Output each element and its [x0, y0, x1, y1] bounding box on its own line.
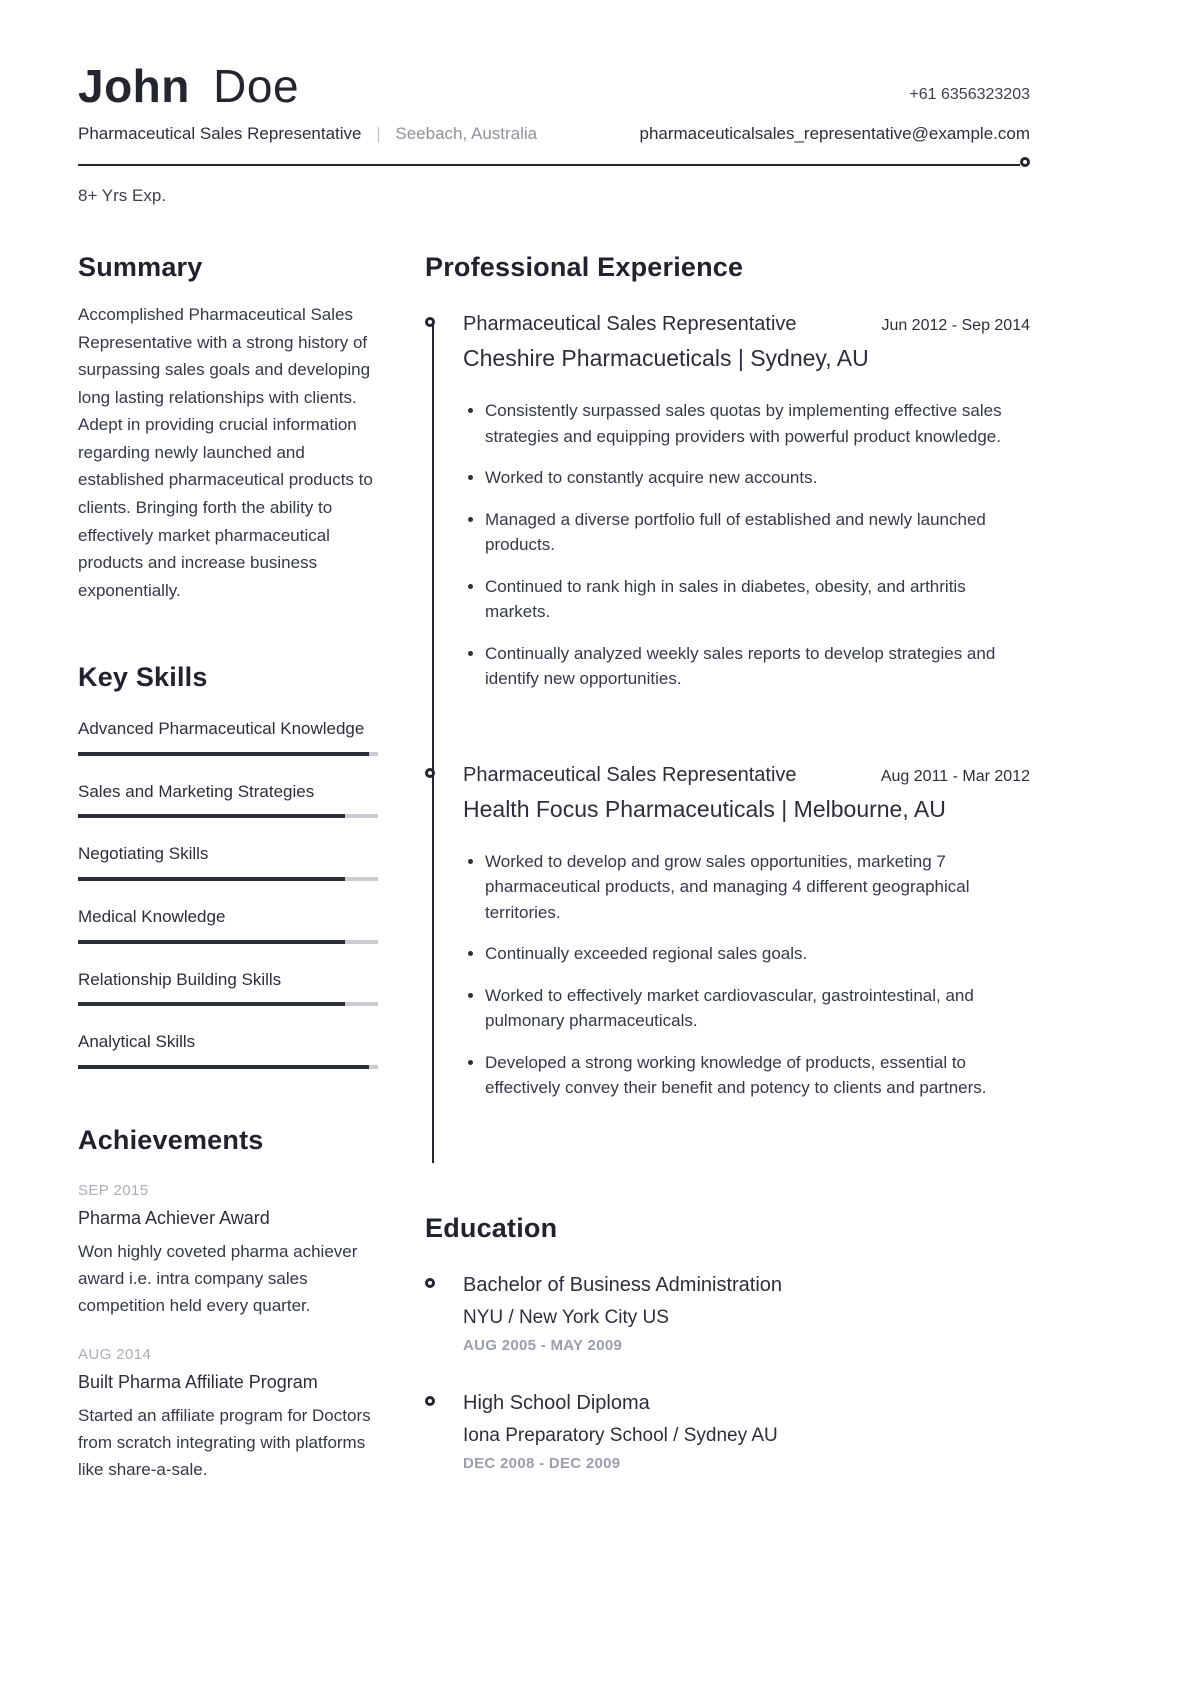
skill-level-fill	[78, 877, 345, 881]
job-bullet: • Continually exceeded regional sales goals.	[485, 941, 1030, 967]
education-dates: AUG 2005 - MAY 2009	[463, 1336, 623, 1354]
skill-level-bar	[78, 1065, 378, 1069]
job-bullet: • Continually analyzed weekly sales reports to develop strategies and identify new opportunities.	[485, 641, 1030, 692]
skill-label: Sales and Marketing Strategies	[78, 781, 315, 801]
timeline-marker-icon	[425, 768, 435, 778]
education-section	[425, 1213, 1030, 1472]
job-title: Pharmaceutical Sales Representative	[463, 763, 797, 786]
job-bullet: • Consistently surpassed sales quotas by implementing effective sales strategies and equipping providers with powerful product knowledge.	[485, 398, 1030, 449]
job-bullet: • Worked to develop and grow sales opportunities, marketing 7 pharmaceutical products, and managing 4 different geographical territories.	[485, 849, 1030, 926]
phone-number: +61 6356323203	[909, 86, 1030, 104]
experience-heading: Professional Experience	[425, 252, 744, 283]
job-dates: Jun 2012 - Sep 2014	[881, 317, 1030, 335]
skill-level-fill	[78, 814, 345, 818]
job-dates: Aug 2011 - Mar 2012	[880, 767, 1030, 785]
skill-level-bar	[78, 814, 378, 818]
experience-section	[425, 252, 1030, 1101]
education-dates: DEC 2008 - DEC 2009	[463, 1454, 621, 1472]
job-bullet-list	[463, 398, 1030, 692]
title-location-line	[78, 124, 537, 144]
job-entry	[425, 313, 1030, 692]
job-bullet: • Continued to rank high in sales in diabetes, obesity, and arthritis markets.	[485, 574, 1030, 625]
skill-level-bar	[78, 1002, 378, 1006]
achievement-description: Started an affiliate program for Doctors from scratch integrating with platforms like share-a-sale.	[78, 1405, 371, 1479]
achievement-item	[78, 1346, 378, 1484]
education-school: Iona Preparatory School / Sydney AU	[463, 1424, 778, 1446]
skill-label: Relationship Building Skills	[78, 969, 282, 989]
skill-level-bar	[78, 877, 378, 881]
header-sub-row	[78, 124, 1030, 144]
job-bullet-list	[463, 849, 1030, 1101]
skill-item	[78, 717, 378, 756]
achievement-title: Built Pharma Affiliate Program	[78, 1371, 318, 1392]
summary-heading: Summary	[78, 252, 203, 283]
header	[78, 62, 1030, 206]
header-divider	[78, 164, 1020, 166]
skill-level-fill	[78, 1065, 369, 1069]
achievement-description: Won highly coveted pharma achiever award i.e. intra company sales competition held every quarter.	[78, 1241, 358, 1316]
skill-label: Medical Knowledge	[78, 907, 226, 927]
summary-section	[78, 252, 378, 604]
education-heading: Education	[425, 1212, 558, 1243]
achievements-section	[78, 1125, 378, 1483]
skill-level-fill	[78, 940, 345, 944]
job-bullet: • Worked to constantly acquire new accounts.	[485, 465, 1030, 491]
skill-item	[78, 1030, 378, 1069]
education-school: NYU / New York City US	[463, 1306, 669, 1328]
job-title: Pharmaceutical Sales Representative	[463, 313, 797, 336]
skill-item	[78, 968, 378, 1007]
years-of-experience: 8+ Yrs Exp.	[78, 186, 167, 206]
achievement-date: SEP 2015	[78, 1181, 149, 1199]
achievements-heading: Achievements	[78, 1124, 264, 1155]
education-degree: High School Diploma	[463, 1391, 650, 1414]
achievement-date: AUG 2014	[78, 1345, 152, 1363]
timeline-marker-icon	[425, 1278, 435, 1288]
candidate-first-name: John	[78, 60, 190, 112]
email-address: pharmaceuticalsales_representative@example.com	[639, 124, 1030, 144]
job-company: Cheshire Pharmacueticals | Sydney, AU	[463, 345, 869, 372]
education-entry	[425, 1392, 1030, 1472]
skill-level-fill	[78, 752, 369, 756]
header-job-title: Pharmaceutical Sales Representative	[78, 124, 362, 144]
content-columns	[78, 252, 1030, 1483]
timeline-marker-icon	[425, 1396, 435, 1406]
education-list	[425, 1274, 1030, 1472]
experience-timeline	[425, 313, 1030, 1101]
job-header	[463, 764, 1030, 787]
job-bullet: • Developed a strong working knowledge of products, essential to effectively convey their benefit and potency to clients and partners.	[485, 1050, 1030, 1101]
candidate-name	[78, 62, 299, 110]
skill-item	[78, 842, 378, 881]
skill-level-bar	[78, 940, 378, 944]
timeline-marker-icon	[425, 317, 435, 327]
job-company: Health Focus Pharmaceuticals | Melbourne, AU	[463, 795, 946, 822]
achievement-title: Pharma Achiever Award	[78, 1207, 270, 1228]
skill-label: Analytical Skills	[78, 1032, 196, 1052]
skill-level-bar	[78, 752, 378, 756]
skill-label: Negotiating Skills	[78, 844, 209, 864]
right-column	[425, 252, 1030, 1483]
header-location: Seebach, Australia	[395, 124, 538, 144]
left-column	[78, 252, 378, 1483]
achievement-item	[78, 1182, 378, 1320]
education-entry	[425, 1274, 1030, 1354]
skill-level-fill	[78, 1002, 345, 1006]
header-top-row	[78, 62, 1030, 110]
skill-item	[78, 905, 378, 944]
job-bullet: • Worked to effectively market cardiovascular, gastrointestinal, and pulmonary pharmaceuticals.	[485, 983, 1030, 1034]
education-degree: Bachelor of Business Administration	[463, 1273, 783, 1296]
job-bullet: • Managed a diverse portfolio full of established and newly launched products.	[485, 507, 1030, 558]
skill-label: Advanced Pharmaceutical Knowledge	[78, 719, 365, 739]
job-entry	[425, 764, 1030, 1101]
key-skills-section	[78, 662, 378, 1069]
skill-item	[78, 780, 378, 819]
candidate-last-name: Doe	[213, 60, 300, 112]
summary-text: Accomplished Pharmaceutical Sales Representative with a strong history of surpassing sales goals and developing long lasting relationships with clients. Adept in providing crucial information regarding newly launched and established pharmaceutical products to clients. Bringing forth the ability to effectively market pharmaceutical products and increase business exponentially.	[78, 305, 373, 600]
header-separator: |	[376, 124, 381, 144]
job-header	[463, 313, 1030, 336]
divider-end-dot-icon	[1020, 157, 1030, 167]
key-skills-heading: Key Skills	[78, 662, 208, 693]
